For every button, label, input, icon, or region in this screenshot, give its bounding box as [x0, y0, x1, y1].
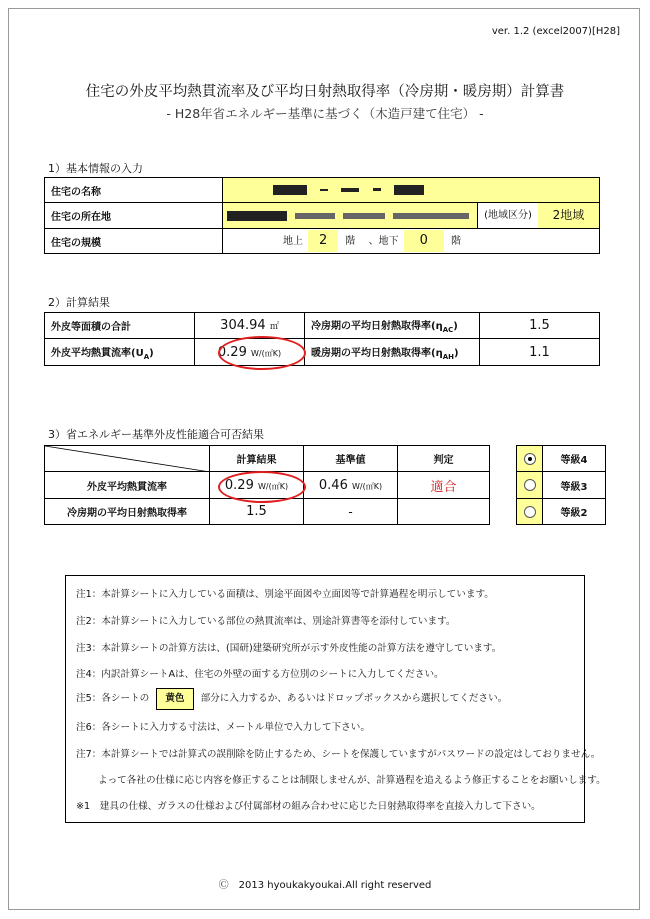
- cooling-label-cell: 冷房期の平均日射熱取得率$(\eta_{AC})$: [305, 313, 480, 339]
- ua-value: 0.29: [217, 344, 247, 360]
- heating-value: 1.1: [480, 339, 600, 366]
- floor-unit: 階: [345, 236, 356, 247]
- col-standard-header: 基準値: [304, 446, 398, 472]
- house-name-field[interactable]: [223, 178, 600, 203]
- area-unit: ㎡: [269, 322, 279, 332]
- page-subtitle: - H28年省エネルギー基準に基づく（木造戸建て住宅） -: [166, 106, 484, 121]
- col-judge-header: 判定: [398, 446, 490, 472]
- grade4-radio-cell[interactable]: [517, 446, 543, 472]
- yellow-legend-box: 黄色: [156, 688, 193, 710]
- note-3: 注3：本計算シートの計算方法は、(国研)建築研究所が示す外皮性能の計算方法を遵守しています。: [76, 643, 502, 654]
- grade-table: [516, 445, 606, 525]
- area-value: 304.94: [220, 318, 266, 333]
- row2-judge-empty: [398, 499, 490, 525]
- row2-label: 冷房期の平均日射熱取得率: [45, 499, 210, 525]
- row1-result-unit: W/(㎡K): [258, 481, 289, 491]
- heating-label-cell: 暖房期の平均日射熱取得率$(\eta_{AH})$: [305, 339, 480, 366]
- copyright-footer: Ⓒ 2013 hyoukakyoukai.All right reserved: [218, 880, 432, 891]
- floor-unit: 階: [450, 236, 461, 247]
- row1-result: 0.29: [224, 477, 254, 493]
- cooling-label: 冷房期の平均日射熱取得率(η: [311, 321, 443, 332]
- redacted-block: [394, 185, 424, 195]
- row1-label: 外皮平均熱貫流率: [45, 472, 210, 499]
- scale-label: 住宅の規模: [45, 229, 223, 254]
- redacted-block: [393, 213, 469, 219]
- note-7-cont: よって各社の仕様に応じ内容を修正することは制限しませんが、計算過程を追えるよう修正することをお願いします。: [98, 775, 606, 786]
- grade3-radio-cell[interactable]: [517, 472, 543, 499]
- grade3-radio[interactable]: [524, 479, 536, 491]
- section3-heading: 3）省エネルギー基準外皮性能適合可否結果: [48, 428, 264, 441]
- address-row: [223, 203, 600, 229]
- redacted-block: [295, 213, 335, 219]
- grade3-label: 等級3: [543, 472, 606, 499]
- row1-standard-unit: W/(㎡K): [352, 481, 383, 491]
- note-5: [76, 688, 507, 710]
- row2-standard: -: [304, 499, 398, 525]
- note-6: 注6：各シートに入力する寸法は、メートル単位で入力して下さい。: [76, 722, 370, 733]
- address-label: 住宅の所在地: [45, 203, 223, 229]
- note-4: 注4：内訳計算シートAは、住宅の外壁の面する方位別のシートに入力してください。: [76, 669, 444, 680]
- section2-heading: 2）計算結果: [48, 296, 110, 309]
- cooling-label-sub: AC: [442, 326, 454, 334]
- heating-label-sub: AH: [442, 352, 454, 361]
- redacted-block: [273, 185, 307, 195]
- redacted-block: [343, 213, 385, 219]
- page-title: 住宅の外皮平均熱貫流率及び平均日射熱取得率（冷房期・暖房期）計算書: [85, 84, 565, 100]
- name-label: 住宅の名称: [45, 178, 223, 203]
- note-5-post: 部分に入力するか、あるいはドロップボックスから選択してください。: [200, 693, 508, 704]
- ua-label: 外皮平均熱貫流率(U: [51, 347, 144, 359]
- section1-heading: 1）基本情報の入力: [48, 162, 143, 175]
- redacted-block: [227, 211, 287, 221]
- row1-standard-cell: [304, 472, 398, 499]
- redacted-block: [373, 188, 381, 191]
- grade4-radio[interactable]: [524, 453, 536, 465]
- redacted-block: [320, 189, 328, 191]
- notes-box: [65, 575, 606, 823]
- col-result-header: 計算結果: [210, 446, 304, 472]
- grade2-label: 等級2: [543, 499, 606, 525]
- note-7: 注7：本計算シートでは計算式の誤削除を防止するため、シートを保護していますがパスワードの設定はしておりません。: [76, 749, 601, 760]
- diagonal-line: [45, 446, 210, 472]
- red-circle-annotation: [218, 471, 306, 503]
- note-2: 注2：本計算シートに入力している部位の熱貫流率は、別途計算書等を添付しています。: [76, 616, 456, 627]
- redacted-block: [341, 188, 359, 192]
- diagonal-header-cell: [45, 446, 210, 472]
- calc-result-table: [44, 312, 600, 366]
- row1-judge: 適合: [398, 472, 490, 499]
- row2-result: 1.5: [210, 499, 304, 525]
- area-label: 外皮等面積の合計: [45, 313, 195, 339]
- above-floors-field[interactable]: 2: [308, 230, 338, 252]
- note-8: ※1 建具の仕様、ガラスの仕様および付属部材の組み合わせに応じた日射熱取得率を直接入力して下さい。: [76, 801, 541, 812]
- note-1: 注1：本計算シートに入力している面積は、別途平面図や立面図等で計算過程を明示しています。: [76, 589, 494, 600]
- grade2-radio-cell[interactable]: [517, 499, 543, 525]
- address-field[interactable]: [223, 203, 477, 228]
- ua-unit: W/(㎡K): [251, 348, 282, 358]
- ua-label-cell: 外皮平均熱貫流率$(U_A)$: [45, 339, 195, 366]
- below-floors-field[interactable]: 0: [404, 230, 444, 252]
- version-label: ver. 1.2 (excel2007)[H28]: [491, 26, 620, 37]
- note-5-pre: 注5：各シートの: [76, 693, 150, 704]
- ua-label-sub: A: [143, 352, 150, 361]
- grade4-label: 等級4: [543, 446, 606, 472]
- red-circle-annotation: [218, 336, 306, 370]
- above-ground-label: 地上: [283, 236, 303, 247]
- scale-row: [223, 229, 600, 254]
- region-label: (地域区分): [477, 203, 539, 228]
- row1-standard: 0.46: [318, 477, 348, 493]
- heating-label: 暖房期の平均日射熱取得率(η: [311, 347, 443, 359]
- area-cell: [195, 313, 305, 339]
- basic-info-table: [44, 177, 600, 254]
- cooling-value: 1.5: [480, 313, 600, 339]
- grade2-radio[interactable]: [524, 506, 536, 518]
- region-value-field[interactable]: 2地域: [538, 203, 599, 228]
- below-ground-label: 、地下: [368, 236, 399, 247]
